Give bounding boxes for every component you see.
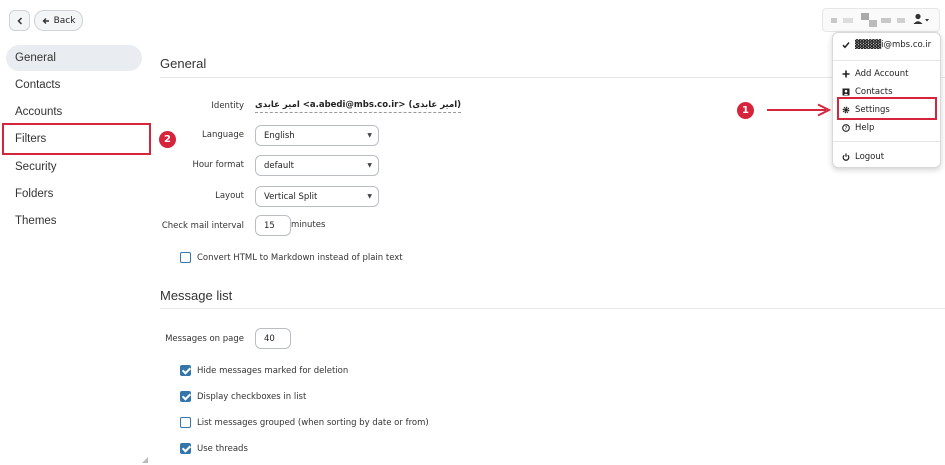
current-account-label: ▓▓▓▓i@mbs.co.ir <box>855 40 932 50</box>
use-threads-option[interactable] <box>180 443 248 454</box>
blurred-username <box>831 18 837 23</box>
messages-on-page-input[interactable] <box>255 328 291 349</box>
use-threads-checkbox[interactable] <box>180 443 191 454</box>
option-label: Display checkboxes in list <box>197 391 307 402</box>
menu-item-add-account[interactable] <box>833 66 940 82</box>
option-label: List messages grouped (when sorting by date or from) <box>197 417 429 428</box>
checkmark-icon <box>842 41 850 49</box>
menu-item-label: Contacts <box>855 87 893 97</box>
display-checkboxes-option[interactable] <box>180 391 306 402</box>
chevron-left-icon <box>16 17 24 25</box>
identity-value[interactable]: امیر عابدی <a.abedi@mbs.co.ir> (امیر عابدی) <box>255 100 461 113</box>
check-interval-unit: minutes <box>291 220 326 230</box>
sidebar-item-label: Security <box>15 161 57 173</box>
divider <box>160 77 945 78</box>
back-button-label: Back <box>53 15 76 26</box>
menu-divider <box>833 141 940 142</box>
check-interval-input[interactable] <box>255 215 291 236</box>
menu-item-help[interactable] <box>833 120 940 136</box>
caret-down-icon: ▼ <box>367 132 372 139</box>
contact-card-icon <box>842 88 850 96</box>
user-icon[interactable] <box>913 13 931 25</box>
resize-grip-icon[interactable] <box>142 457 148 463</box>
layout-select[interactable] <box>255 186 379 207</box>
check-interval-label: Check mail interval <box>161 221 244 231</box>
language-select[interactable] <box>255 125 379 146</box>
messages-on-page-label: Messages on page <box>165 334 244 344</box>
sidebar-item-general[interactable] <box>6 45 142 71</box>
layout-select-value: Vertical Split <box>264 191 318 202</box>
convert-html-option[interactable] <box>180 252 403 263</box>
section-title-general: General <box>160 56 207 71</box>
hour-format-select-value: default <box>264 160 294 171</box>
hide-deleted-checkbox[interactable] <box>180 365 191 376</box>
sidebar-item-label: Themes <box>15 215 57 227</box>
sidebar-item-contacts[interactable] <box>6 72 142 98</box>
sidebar-item-label: Folders <box>15 188 54 200</box>
convert-html-checkbox[interactable] <box>180 252 191 263</box>
plus-icon <box>842 70 850 78</box>
divider <box>160 308 945 309</box>
hour-format-label: Hour format <box>192 160 244 170</box>
messages-on-page-value: 40 <box>264 333 275 344</box>
sidebar-item-label: General <box>15 52 56 64</box>
menu-divider <box>833 60 940 61</box>
group-messages-checkbox[interactable] <box>180 417 191 428</box>
power-icon <box>842 153 850 161</box>
check-interval-value: 15 <box>264 220 275 231</box>
group-messages-option[interactable] <box>180 417 429 428</box>
hide-deleted-option[interactable] <box>180 365 348 376</box>
hour-format-select[interactable] <box>255 155 379 176</box>
section-title-message-list: Message list <box>160 288 233 303</box>
top-bar <box>0 0 945 40</box>
annotation-badge-1: 1 <box>737 102 754 119</box>
menu-item-label: Settings <box>855 105 890 115</box>
sidebar-item-label: Contacts <box>15 79 61 91</box>
caret-down-icon: ▼ <box>367 162 372 169</box>
annotation-settings-highlight <box>837 97 937 120</box>
menu-current-account[interactable] <box>833 37 940 53</box>
annotation-filters-highlight <box>2 123 151 155</box>
menu-item-logout[interactable] <box>833 149 940 165</box>
menu-item-label: Add Account <box>855 69 909 79</box>
blurred-username-part <box>897 18 905 23</box>
blurred-username-part <box>869 20 877 27</box>
blurred-username-part <box>843 18 853 23</box>
sidebar-item-label: Accounts <box>15 106 63 118</box>
blurred-username-part <box>881 18 891 23</box>
layout-label: Layout <box>215 191 244 201</box>
language-label: Language <box>202 130 244 140</box>
menu-item-label: Logout <box>855 152 885 162</box>
svg-text:?: ? <box>844 126 848 132</box>
sidebar-item-label: Filters <box>15 133 47 145</box>
display-checkboxes-checkbox[interactable] <box>180 391 191 402</box>
annotation-badge-2: 2 <box>159 131 176 148</box>
option-label: Use threads <box>197 443 248 454</box>
language-select-value: English <box>264 130 295 141</box>
back-chevron-button[interactable] <box>9 10 30 31</box>
caret-down-icon: ▼ <box>367 193 372 200</box>
help-circle-icon <box>842 124 850 132</box>
convert-html-label: Convert HTML to Markdown instead of plain text <box>197 252 403 263</box>
identity-label: Identity <box>211 101 244 111</box>
menu-item-label: Help <box>855 123 875 133</box>
blurred-username-part <box>861 13 869 20</box>
arrow-left-icon <box>42 17 50 25</box>
annotation-arrow-icon <box>766 103 832 117</box>
back-button[interactable] <box>34 10 83 31</box>
option-label: Hide messages marked for deletion <box>197 365 349 376</box>
